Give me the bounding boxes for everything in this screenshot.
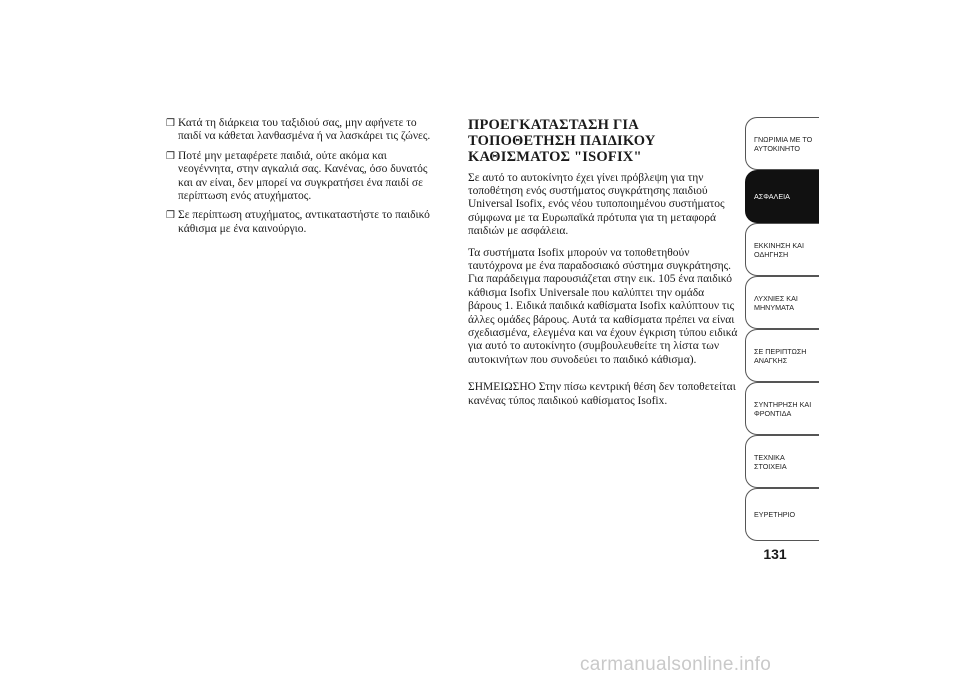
tab-warning-lights[interactable]: ΛΥΧΝΙΕΣ ΚΑΙ ΜΗΝΥΜΑΤΑ [745,276,819,329]
checkbox-bullet-icon: ❒ [166,150,175,162]
bullet-item [166,209,442,236]
page-number: 131 [763,546,787,562]
left-column [166,117,442,242]
bullet-text: Ποτέ μην μεταφέρετε παιδιά, ούτε ακόμα και νεογέννητα, στην αγκαλιά σας. Κανένας, όσο δυνατός και αν είναι, δεν μπορεί να συγκρατήσει ένα παιδί σε περίπτωση ενός ατυχήματος. [178,149,428,203]
paragraph: Τα συστήματα Isofix μπορούν να τοποθετηθούν ταυτόχρονα με ένα παραδοσιακό σύστημα συγκράτησης. Για παράδειγμα παρουσιάζεται στην εικ. 105 ένα παιδικό κάθισμα Isofix Universale που καλύπτει την ομάδα βάρους 1. Ειδικά παιδικά καθίσματα Isofix καλύπτουν τις άλλες ομάδες βάρους. Αυτά τα καθίσματα πρέπει να είναι σχεδιασμένα, ελεγμένα και να έχουν έγκριση τύπου ειδικά για αυτό το αυτοκίνητο (συμβουλευθείτε τη λίστα των αυτοκινήτων που συνοδεύει το παιδικό κάθισμα). [468,246,738,366]
chapter-tabs [745,117,819,541]
tab-maintenance[interactable]: ΣΥΝΤΗΡΗΣΗ ΚΑΙ ΦΡΟΝΤΙΔΑ [745,382,819,435]
checkbox-bullet-icon: ❒ [166,118,175,129]
tab-index[interactable]: ΕΥΡΕΤΗΡΙΟ [745,488,819,541]
tab-starting-driving[interactable]: ΕΚΚΙΝΗΣΗ ΚΑΙ ΟΔΗΓΗΣΗ [745,223,819,276]
tab-emergency[interactable]: ΣΕ ΠΕΡΙΠΤΩΣΗ ΑΝΑΓΚΗΣ [745,329,819,382]
bullet-item [166,117,442,144]
right-column [468,117,740,416]
bullet-text: Σε περίπτωση ατυχήματος, αντικαταστήστε το παιδικό κάθισμα με ένα καινούργιο. [178,209,430,235]
checkbox-bullet-icon: ❒ [166,210,175,222]
tab-safety[interactable]: ΑΣΦΑΛΕΙΑ [745,170,819,223]
bullet-item [166,150,442,204]
section-heading: ΠΡΟΕΓΚΑΤΑΣΤΑΣΗ ΓΙΑ ΤΟΠΟΘΕΤΗΣΗ ΠΑΙΔΙΚΟΥ ΚΑΘΙΣΜΑΤΟΣ "ISOFIX" [468,117,656,166]
tab-getting-to-know[interactable]: ΓΝΩΡΙΜΙΑ ΜΕ ΤΟ ΑΥΤΟΚΙΝΗΤΟ [745,117,819,170]
bullet-text: Κατά τη διάρκεια του ταξιδιού σας, μην αφήνετε το παιδί να κάθεται λανθασμένα ή να λασκάρει τις ζώνες. [178,117,431,143]
tab-technical-data[interactable]: ΤΕΧΝΙΚΑ ΣΤΟΙΧΕΙΑ [745,435,819,488]
watermark: carmanualsonline.info [580,654,772,675]
note-paragraph: ΣΗΜΕΙΩΣΗΟ Στην πίσω κεντρική θέση δεν τοποθετείται κανένας τύπος παιδικού καθίσματος Isofix. [468,381,736,407]
paragraph: Σε αυτό το αυτοκίνητο έχει γίνει πρόβλεψη για την τοποθέτηση ενός συστήματος συγκράτησης παιδιού Universal Isofix, ενός νέου τυποποιημένου συστήματος σύμφωνα με τα Ευρωπαϊκά πρότυπα για τη μεταφορά παιδιών με ασφάλεια. [468,171,725,238]
